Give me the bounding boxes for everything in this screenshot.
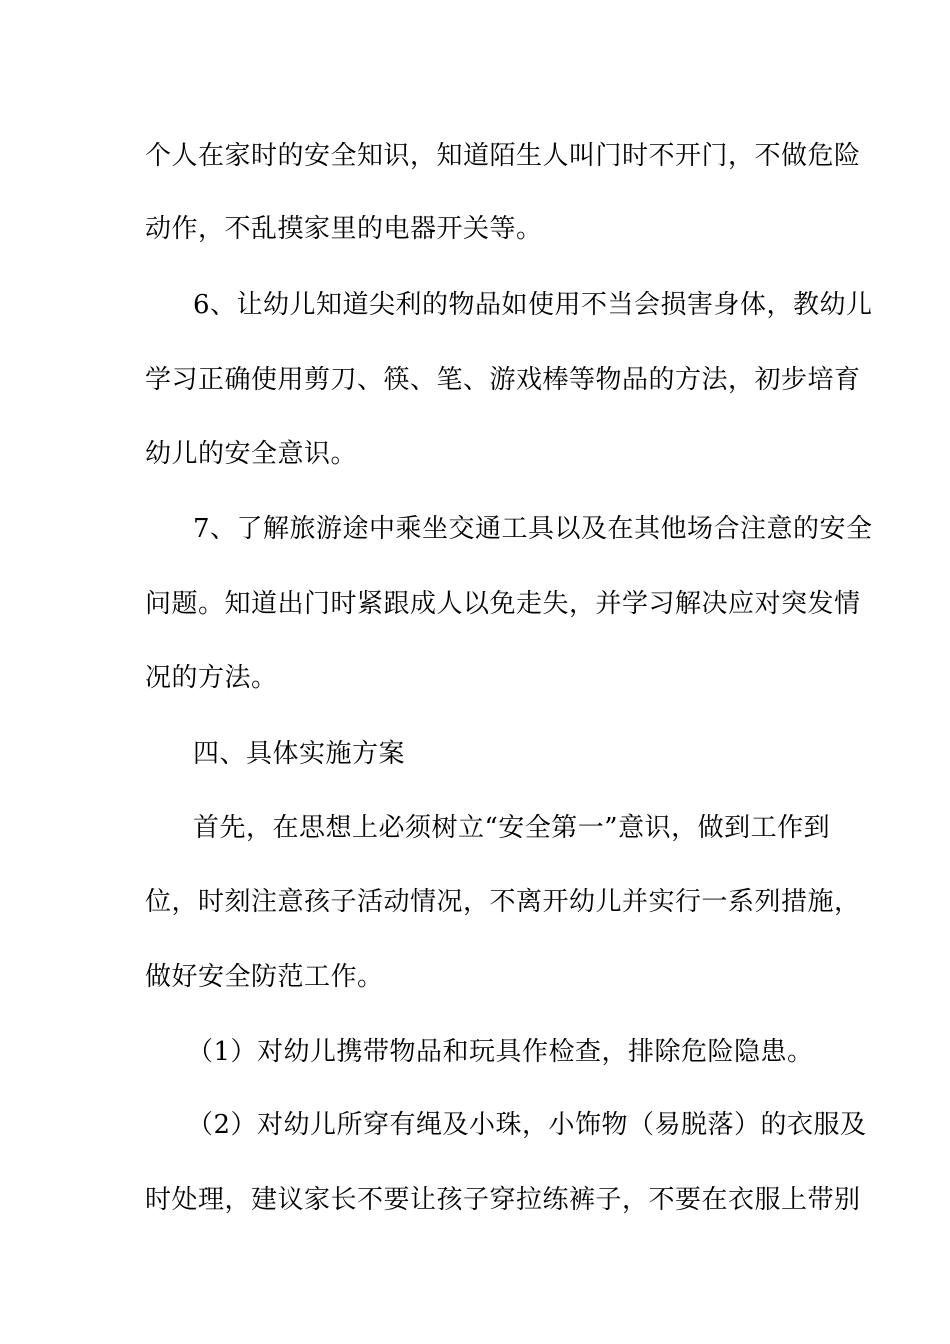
text-line: 个人在家时的安全知识，知道陌生人叫门时不开门，不做危险 (145, 141, 861, 171)
text-line: 动作，不乱摸家里的电器开关等。 (145, 214, 543, 244)
text-line: 做好安全防范工作。 (145, 962, 384, 992)
text-line: 位，时刻注意孩子活动情况，不离开幼儿并实行一系列措施， (145, 887, 861, 917)
text-line: 况的方法。 (145, 663, 278, 693)
text-line: （2）对幼儿所穿有绳及小珠，小饰物（易脱落）的衣服及 (187, 1110, 867, 1140)
text-line: 7、了解旅游途中乘坐交通工具以及在其他场合注意的安全 (193, 514, 873, 544)
section-heading: 四、具体实施方案 (193, 739, 406, 769)
text-line: 6、让幼儿知道尖利的物品如使用不当会损害身体，教幼儿 (193, 290, 873, 320)
text-line: （1）对幼儿携带物品和玩具作检查，排除危险隐患。 (187, 1037, 814, 1067)
text-line: 幼儿的安全意识。 (145, 439, 358, 469)
text-line: 首先，在思想上必须树立“安全第一”意识，做到工作到 (193, 813, 831, 843)
text-line: 时处理，建议家长不要让孩子穿拉练裤子，不要在衣服上带别 (145, 1185, 861, 1215)
text-line: 问题。知道出门时紧跟成人以免走失，并学习解决应对突发情 (145, 589, 861, 619)
text-line: 学习正确使用剪刀、筷、笔、游戏棒等物品的方法，初步培育 (145, 365, 861, 395)
